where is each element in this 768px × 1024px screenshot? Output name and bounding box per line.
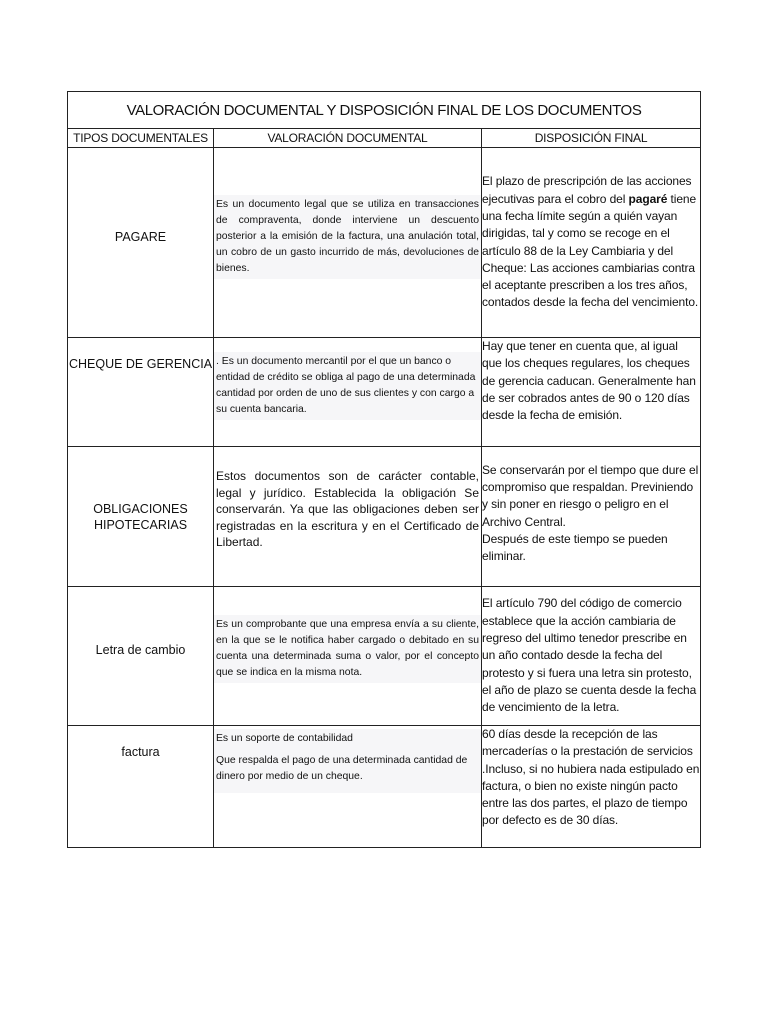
disposition-bold-term: pagaré (628, 191, 668, 206)
table-row (68, 447, 701, 587)
row-valuation (214, 148, 482, 338)
valuation-text: . Es un documento mercantil por el que un banco o entidad de crédito se obliga al pago de una determinada cantidad por orden de uno de sus clientes y con cargo a su cuenta bancaria. (214, 352, 481, 420)
header-valuation: VALORACIÓN DOCUMENTAL (214, 129, 482, 148)
disposition-text-end: tiene una fecha límite según a quién vayan dirigidas, tal y como se recoge en el artículo 88 de la Ley Cambiaria y del Cheque: Las acciones cambiarias contra el aceptante prescriben a los tres años, contados desde la fecha del vencimiento. (482, 191, 699, 310)
row-valuation (214, 587, 482, 726)
header-row (68, 129, 701, 148)
disposition-text: 60 días desde la recepción de las mercaderías o la prestación de servicios .Incluso, si no hubiera nada estipulado en factura, o bien no existe ningún pacto entre las dos partes, el plazo de tiempo por defecto es de 30 días. (482, 727, 700, 828)
row-disposition (482, 447, 701, 587)
row-disposition (482, 338, 701, 447)
disposition-text-main: Se conservarán por el tiempo que dure el compromiso que respaldan. Previniendo y sin poner en riesgo o peligro en el Archivo Central. (482, 462, 699, 529)
valuation-text: Es un soporte de contabilidad (216, 733, 353, 744)
disposition-text (482, 462, 700, 566)
table-row (68, 726, 701, 848)
header-types: TIPOS DOCUMENTALES (68, 129, 214, 148)
valuation-text-extra: Que respalda el pago de una determinada cantidad de dinero por medio de un cheque. (216, 755, 468, 782)
valuation-table (67, 91, 701, 848)
row-disposition (482, 148, 701, 338)
row-type (68, 587, 214, 726)
disposition-text: El artículo 790 del código de comercio establece que la acción cambiaria de regreso del ultimo tenedor prescribe en un año contado desde la fecha del protesto y si fuera una letra sin protesto, el año de plazo se cuenta desde la fecha de vencimiento de la letra. (482, 596, 697, 715)
table-title: VALORACIÓN DOCUMENTAL Y DISPOSICIÓN FINAL DE LOS DOCUMENTOS (68, 92, 701, 129)
table-row (68, 587, 701, 726)
valuation-text: Estos documentos son de carácter contable, legal y jurídico. Establecida la obligación Se conservarán. Ya que las obligaciones deben ser registradas en la escritura y en el Certificado de Libertad. (216, 469, 479, 550)
table-row (68, 148, 701, 338)
row-type (68, 338, 214, 447)
disposition-text (482, 173, 700, 311)
type-label: OBLIGACIONES HIPOTECARIAS (93, 501, 188, 532)
table-row (68, 338, 701, 447)
row-disposition (482, 587, 701, 726)
title-row (68, 92, 701, 129)
row-type (68, 148, 214, 338)
row-type (68, 726, 214, 848)
valuation-text: Es un documento legal que se utiliza en transacciones de compraventa, donde interviene un descuento posterior a la emisión de la factura, una anulación total, un cobro de un gasto incurrido de más, devoluciones de bienes. (214, 195, 481, 279)
row-valuation (214, 726, 482, 848)
row-valuation (214, 447, 482, 587)
disposition-text: Hay que tener en cuenta que, al igual que los cheques regulares, los cheques de gerencia caducan. Generalmente han de ser cobrados antes de 90 o 120 días desde la fecha de emisión. (482, 339, 696, 423)
type-label: PAGARE (114, 229, 167, 244)
type-label: CHEQUE DE GERENCIA (68, 357, 213, 371)
disposition-text-extra: Después de este tiempo se pueden eliminar. (482, 531, 668, 564)
row-valuation (214, 338, 482, 447)
type-label: factura (121, 745, 160, 759)
header-disposition: DISPOSICIÓN FINAL (482, 129, 701, 148)
valuation-text: Es un comprobante que una empresa envía a su cliente, en la que se le notifica haber cargado o debitado en su cuenta una determinada suma o valor, por el concepto que se indica en la misma nota. (214, 615, 481, 683)
row-disposition (482, 726, 701, 848)
disposition-text-start: El plazo de prescripción de las acciones ejecutivas para el cobro del (482, 174, 692, 206)
type-label: Letra de cambio (95, 643, 186, 657)
valuation-block (214, 729, 481, 793)
row-type (68, 447, 214, 587)
